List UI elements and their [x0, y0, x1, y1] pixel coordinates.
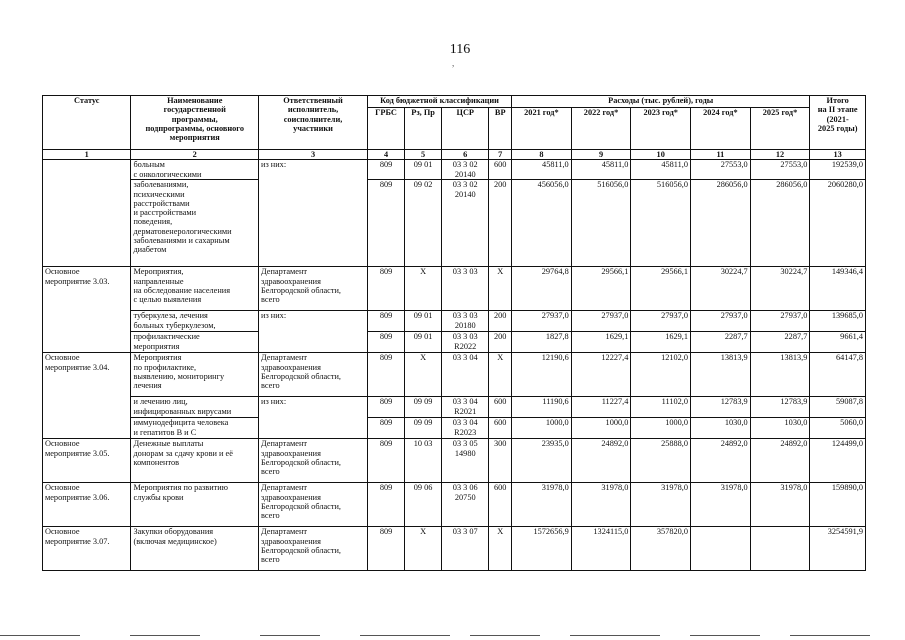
- header-expenses: Расходы (тыс. рублей), годы: [512, 96, 810, 108]
- value-2022: 45811,0: [571, 160, 631, 180]
- name-cell: Мероприятия по профилактике, выявлению, мониторингу лечения: [131, 353, 259, 397]
- value-total: 192539,0: [810, 160, 866, 180]
- csr-cell: 03 3 04: [442, 353, 489, 397]
- value-2024: 286056,0: [691, 180, 751, 267]
- value-total: 124499,0: [810, 439, 866, 483]
- value-2023: 31978,0: [631, 483, 691, 527]
- value-total: 159890,0: [810, 483, 866, 527]
- csr-cell: 03 3 07: [442, 527, 489, 571]
- name-cell: и лечению лиц, инфицированных вирусами: [131, 397, 259, 418]
- table-row: [43, 353, 866, 397]
- header-total: Итого на II этапе (2021- 2025 годы): [810, 96, 866, 150]
- responsible-cell: Департамент здравоохранения Белгородской области, всего: [259, 267, 368, 311]
- value-total: 9661,4: [810, 332, 866, 353]
- rzpr-cell: 09 01: [405, 160, 442, 180]
- column-number: 4: [368, 150, 405, 160]
- value-2025: 12783,9: [750, 397, 810, 418]
- value-2024: 13813,9: [691, 353, 751, 397]
- value-2022: 12227,4: [571, 353, 631, 397]
- status-cell: Основное мероприятие 3.03.: [43, 267, 131, 353]
- value-2025: 27937,0: [750, 311, 810, 332]
- value-2025: 24892,0: [750, 439, 810, 483]
- responsible-cell: из них:: [259, 311, 368, 353]
- value-2025: 27553,0: [750, 160, 810, 180]
- value-2024: 30224,7: [691, 267, 751, 311]
- vr-cell: Х: [489, 267, 512, 311]
- value-2022: 1000,0: [571, 418, 631, 439]
- name-cell: иммунодефицита человека и гепатитов В и С: [131, 418, 259, 439]
- vr-cell: 600: [489, 397, 512, 418]
- value-2022: 29566,1: [571, 267, 631, 311]
- rzpr-cell: 09 02: [405, 180, 442, 267]
- header-2025: 2025 год*: [750, 108, 810, 150]
- header-name: Наименование государственной программы, подпрограммы, основного мероприятия: [131, 96, 259, 150]
- grbs-cell: 809: [368, 180, 405, 267]
- value-2025: [750, 527, 810, 571]
- value-2024: 27937,0: [691, 311, 751, 332]
- name-cell: больным с онкологическими: [131, 160, 259, 180]
- column-number: 13: [810, 150, 866, 160]
- header-grbs: ГРБС: [368, 108, 405, 150]
- value-2025: 2287,7: [750, 332, 810, 353]
- grbs-cell: 809: [368, 439, 405, 483]
- value-2022: 1629,1: [571, 332, 631, 353]
- value-2021: 27937,0: [512, 311, 572, 332]
- responsible-cell: Департамент здравоохранения Белгородской области, всего: [259, 439, 368, 483]
- value-2025: 30224,7: [750, 267, 810, 311]
- vr-cell: 200: [489, 332, 512, 353]
- value-2021: 29764,8: [512, 267, 572, 311]
- table-row: [43, 160, 866, 180]
- value-2021: 456056,0: [512, 180, 572, 267]
- value-total: 5060,0: [810, 418, 866, 439]
- rzpr-cell: 09 01: [405, 332, 442, 353]
- responsible-cell: Департамент здравоохранения Белгородской области, всего: [259, 527, 368, 571]
- csr-cell: 03 3 03 R2022: [442, 332, 489, 353]
- value-2021: 1827,8: [512, 332, 572, 353]
- table-row: [43, 439, 866, 483]
- vr-cell: 200: [489, 311, 512, 332]
- value-2022: 1324115,0: [571, 527, 631, 571]
- bottom-scan-lines: [0, 632, 905, 640]
- header-vr: ВР: [489, 108, 512, 150]
- status-cell: Основное мероприятие 3.06.: [43, 483, 131, 527]
- value-2024: [691, 527, 751, 571]
- value-2021: 23935,0: [512, 439, 572, 483]
- vr-cell: 600: [489, 418, 512, 439]
- value-2023: 516056,0: [631, 180, 691, 267]
- table-row: [43, 397, 866, 418]
- value-total: 2060280,0: [810, 180, 866, 267]
- value-2022: 27937,0: [571, 311, 631, 332]
- value-2025: 286056,0: [750, 180, 810, 267]
- rzpr-cell: 09 09: [405, 397, 442, 418]
- grbs-cell: 809: [368, 332, 405, 353]
- value-2021: 31978,0: [512, 483, 572, 527]
- status-cell: [43, 160, 131, 267]
- value-2023: 11102,0: [631, 397, 691, 418]
- page-mark: ,: [452, 58, 455, 68]
- status-cell: Основное мероприятие 3.05.: [43, 439, 131, 483]
- responsible-cell: из них:: [259, 160, 368, 267]
- csr-cell: 03 3 04 R2021: [442, 397, 489, 418]
- grbs-cell: 809: [368, 418, 405, 439]
- value-2023: 27937,0: [631, 311, 691, 332]
- column-number: 7: [489, 150, 512, 160]
- grbs-cell: 809: [368, 267, 405, 311]
- table-row: [43, 267, 866, 311]
- grbs-cell: 809: [368, 397, 405, 418]
- rzpr-cell: 10 03: [405, 439, 442, 483]
- value-2024: 31978,0: [691, 483, 751, 527]
- value-2022: 24892,0: [571, 439, 631, 483]
- value-2023: 25888,0: [631, 439, 691, 483]
- csr-cell: 03 3 02 20140: [442, 180, 489, 267]
- value-2023: 29566,1: [631, 267, 691, 311]
- vr-cell: 600: [489, 160, 512, 180]
- column-number: 5: [405, 150, 442, 160]
- column-number: 2: [131, 150, 259, 160]
- value-2023: 1000,0: [631, 418, 691, 439]
- value-2023: 45811,0: [631, 160, 691, 180]
- value-2024: 24892,0: [691, 439, 751, 483]
- value-2021: 11190,6: [512, 397, 572, 418]
- grbs-cell: 809: [368, 353, 405, 397]
- value-2024: 27553,0: [691, 160, 751, 180]
- value-2024: 2287,7: [691, 332, 751, 353]
- responsible-cell: из них:: [259, 397, 368, 439]
- value-total: 3254591,9: [810, 527, 866, 571]
- name-cell: Мероприятия по развитию службы крови: [131, 483, 259, 527]
- column-number: 9: [571, 150, 631, 160]
- budget-table: [42, 95, 866, 571]
- value-total: 139685,0: [810, 311, 866, 332]
- rzpr-cell: Х: [405, 267, 442, 311]
- header-rzpr: Рз, Пр: [405, 108, 442, 150]
- csr-cell: 03 3 02 20140: [442, 160, 489, 180]
- rzpr-cell: 09 01: [405, 311, 442, 332]
- value-2022: 11227,4: [571, 397, 631, 418]
- csr-cell: 03 3 04 R2023: [442, 418, 489, 439]
- rzpr-cell: 09 09: [405, 418, 442, 439]
- name-cell: Мероприятия, направленные на обследование населения с целью выявления: [131, 267, 259, 311]
- page-number: 116: [449, 42, 471, 57]
- value-2024: 1030,0: [691, 418, 751, 439]
- column-number: 6: [442, 150, 489, 160]
- column-number: 12: [750, 150, 810, 160]
- header-2021: 2021 год*: [512, 108, 572, 150]
- rzpr-cell: Х: [405, 527, 442, 571]
- table-row: [43, 180, 866, 267]
- name-cell: Денежные выплаты донорам за сдачу крови и её компонентов: [131, 439, 259, 483]
- value-total: 64147,8: [810, 353, 866, 397]
- header-2022: 2022 год*: [571, 108, 631, 150]
- value-2021: 1572656,9: [512, 527, 572, 571]
- column-number: 3: [259, 150, 368, 160]
- value-2023: 1629,1: [631, 332, 691, 353]
- value-2023: 12102,0: [631, 353, 691, 397]
- value-2022: 516056,0: [571, 180, 631, 267]
- header-responsible: Ответственный исполнитель, соисполнители, участники: [259, 96, 368, 150]
- header-csr: ЦСР: [442, 108, 489, 150]
- rzpr-cell: 09 06: [405, 483, 442, 527]
- column-number: 11: [691, 150, 751, 160]
- status-cell: Основное мероприятие 3.07.: [43, 527, 131, 571]
- name-cell: туберкулеза, лечения больных туберкулезом,: [131, 311, 259, 332]
- column-number: 10: [631, 150, 691, 160]
- value-2024: 12783,9: [691, 397, 751, 418]
- status-cell: Основное мероприятие 3.04.: [43, 353, 131, 439]
- responsible-cell: Департамент здравоохранения Белгородской области, всего: [259, 483, 368, 527]
- vr-cell: Х: [489, 527, 512, 571]
- name-cell: заболеваниями, психическими расстройствами и расстройствами поведения, дерматовенерологическими заболеваниями и сахарным диабетом: [131, 180, 259, 267]
- value-2025: 31978,0: [750, 483, 810, 527]
- value-total: 59087,8: [810, 397, 866, 418]
- table-row: [43, 311, 866, 332]
- column-number: 8: [512, 150, 572, 160]
- csr-cell: 03 3 06 20750: [442, 483, 489, 527]
- responsible-cell: Департамент здравоохранения Белгородской области, всего: [259, 353, 368, 397]
- column-number: 1: [43, 150, 131, 160]
- value-2021: 45811,0: [512, 160, 572, 180]
- vr-cell: 600: [489, 483, 512, 527]
- table-row: [43, 527, 866, 571]
- value-total: 149346,4: [810, 267, 866, 311]
- header-2024: 2024 год*: [691, 108, 751, 150]
- name-cell: профилактические мероприятия: [131, 332, 259, 353]
- grbs-cell: 809: [368, 527, 405, 571]
- vr-cell: 300: [489, 439, 512, 483]
- vr-cell: Х: [489, 353, 512, 397]
- grbs-cell: 809: [368, 483, 405, 527]
- csr-cell: 03 3 03 20180: [442, 311, 489, 332]
- column-number-row: [43, 150, 866, 160]
- grbs-cell: 809: [368, 311, 405, 332]
- value-2025: 13813,9: [750, 353, 810, 397]
- value-2021: 1000,0: [512, 418, 572, 439]
- vr-cell: 200: [489, 180, 512, 267]
- rzpr-cell: Х: [405, 353, 442, 397]
- header-status: Статус: [43, 96, 131, 150]
- csr-cell: 03 3 03: [442, 267, 489, 311]
- grbs-cell: 809: [368, 160, 405, 180]
- name-cell: Закупки оборудования (включая медицинское): [131, 527, 259, 571]
- csr-cell: 03 3 05 14980: [442, 439, 489, 483]
- table-row: [43, 483, 866, 527]
- table-row: [43, 418, 866, 439]
- table-row: [43, 332, 866, 353]
- value-2025: 1030,0: [750, 418, 810, 439]
- value-2021: 12190,6: [512, 353, 572, 397]
- value-2022: 31978,0: [571, 483, 631, 527]
- header-budget-code: Код бюджетной классификации: [368, 96, 512, 108]
- value-2023: 357820,0: [631, 527, 691, 571]
- header-2023: 2023 год*: [631, 108, 691, 150]
